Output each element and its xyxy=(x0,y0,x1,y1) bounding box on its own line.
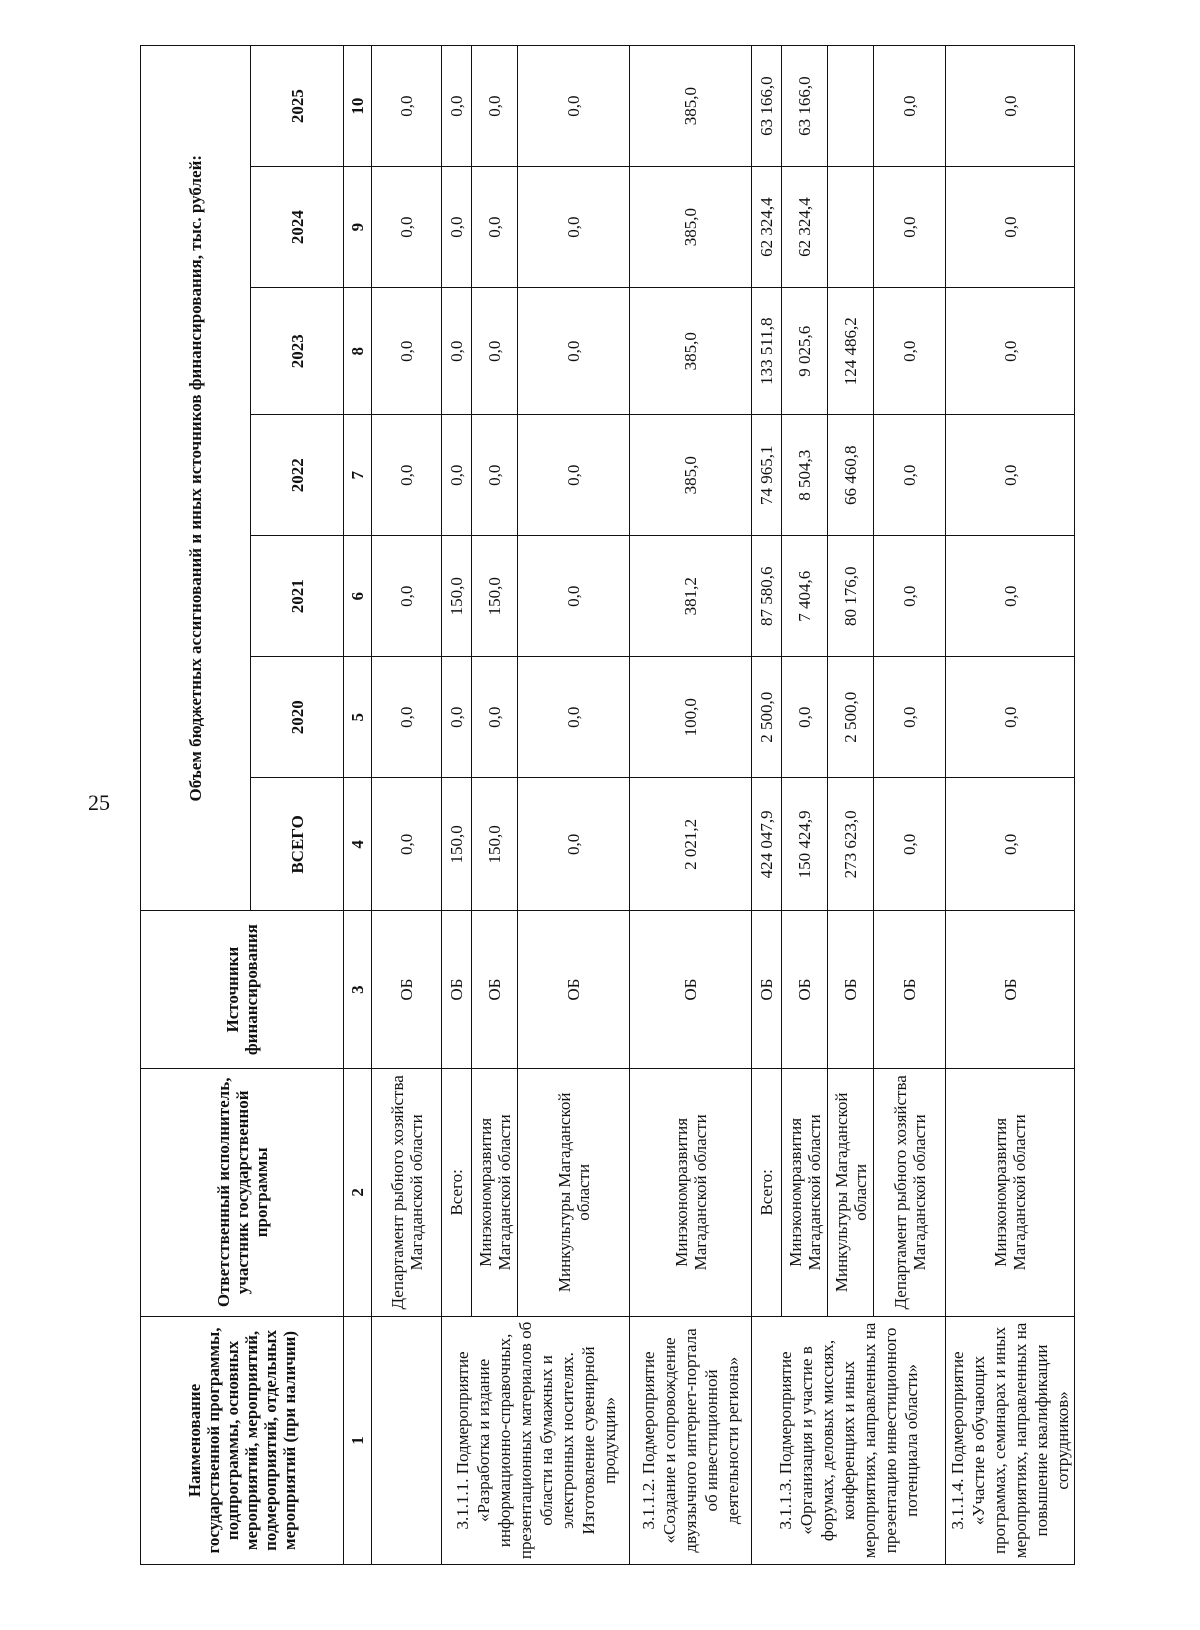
cell-2025: 63 166,0 xyxy=(782,46,828,167)
cell-2022: 0,0 xyxy=(372,415,442,536)
row-source: ОБ xyxy=(518,911,630,1068)
cell-2020: 0,0 xyxy=(946,657,1075,778)
cell-2021: 0,0 xyxy=(518,536,630,657)
row-executor: Департамент рыбного хозяйства Магаданской области xyxy=(874,1068,946,1316)
cell-2020: 0,0 xyxy=(372,657,442,778)
cell-2020: 100,0 xyxy=(630,657,752,778)
header-row-1 xyxy=(141,46,251,1565)
cell-2021: 80 176,0 xyxy=(828,536,874,657)
cell-total: 2 021,2 xyxy=(630,778,752,911)
row-source: ОБ xyxy=(782,911,828,1068)
rotated-table-wrapper xyxy=(140,45,1072,1565)
cell-2023: 0,0 xyxy=(372,288,442,415)
header-year: 2025 xyxy=(251,46,344,167)
cell-2024: 0,0 xyxy=(472,167,518,288)
row-source: ОБ xyxy=(874,911,946,1068)
cell-2024: 0,0 xyxy=(946,167,1075,288)
column-number: 8 xyxy=(344,288,372,415)
table-row xyxy=(630,46,752,1565)
cell-total: 0,0 xyxy=(874,778,946,911)
table-row xyxy=(442,46,472,1565)
cell-2023: 133 511,8 xyxy=(752,288,782,415)
cell-2021: 381,2 xyxy=(630,536,752,657)
cell-2022: 74 965,1 xyxy=(752,415,782,536)
cell-2020: 0,0 xyxy=(518,657,630,778)
cell-2021: 150,0 xyxy=(472,536,518,657)
row-executor: Минэкономразвития Магаданской области xyxy=(946,1068,1075,1316)
cell-2020: 0,0 xyxy=(874,657,946,778)
column-number: 6 xyxy=(344,536,372,657)
header-executor: Ответственный исполнитель, участник государственной программы xyxy=(141,1068,344,1316)
cell-2025: 385,0 xyxy=(630,46,752,167)
cell-2023: 0,0 xyxy=(946,288,1075,415)
cell-2023: 0,0 xyxy=(442,288,472,415)
column-number: 4 xyxy=(344,778,372,911)
cell-2023: 0,0 xyxy=(518,288,630,415)
header-year: 2022 xyxy=(251,415,344,536)
column-number: 3 xyxy=(344,911,372,1068)
table-row xyxy=(372,46,442,1565)
row-name: 3.1.1.2. Подмероприятие «Создание и сопровождение двуязычного интернет-портала об инвестиционной деятельности региона» xyxy=(630,1316,752,1564)
cell-2024: 0,0 xyxy=(874,167,946,288)
cell-total: 273 623,0 xyxy=(828,778,874,911)
cell-2022: 0,0 xyxy=(874,415,946,536)
cell-2024 xyxy=(828,167,874,288)
cell-2022: 385,0 xyxy=(630,415,752,536)
column-number: 2 xyxy=(344,1068,372,1316)
row-executor: Минэкономразвития Магаданской области xyxy=(630,1068,752,1316)
column-number: 10 xyxy=(344,46,372,167)
row-executor: Минкультуры Магаданской области xyxy=(518,1068,630,1316)
cell-2024: 62 324,4 xyxy=(752,167,782,288)
cell-2024: 0,0 xyxy=(518,167,630,288)
cell-total: 150 424,9 xyxy=(782,778,828,911)
financing-table xyxy=(140,45,1075,1565)
header-year: 2020 xyxy=(251,657,344,778)
cell-2025 xyxy=(828,46,874,167)
cell-2020: 0,0 xyxy=(472,657,518,778)
cell-2024: 0,0 xyxy=(442,167,472,288)
column-numbers-row xyxy=(344,46,372,1565)
cell-2025: 63 166,0 xyxy=(752,46,782,167)
cell-2020: 0,0 xyxy=(782,657,828,778)
cell-2021: 0,0 xyxy=(874,536,946,657)
cell-2025: 0,0 xyxy=(472,46,518,167)
column-number: 9 xyxy=(344,167,372,288)
cell-2023: 0,0 xyxy=(472,288,518,415)
cell-2023: 385,0 xyxy=(630,288,752,415)
row-name xyxy=(372,1316,442,1564)
row-executor: Всего: xyxy=(752,1068,782,1316)
row-executor: Всего: xyxy=(442,1068,472,1316)
cell-total: 150,0 xyxy=(472,778,518,911)
row-executor: Минэкономразвития Магаданской области xyxy=(472,1068,518,1316)
cell-total: 150,0 xyxy=(442,778,472,911)
page-number: 25 xyxy=(88,790,110,815)
cell-total: 0,0 xyxy=(372,778,442,911)
cell-2022: 0,0 xyxy=(442,415,472,536)
cell-2025: 0,0 xyxy=(372,46,442,167)
header-year: 2024 xyxy=(251,167,344,288)
cell-2021: 87 580,6 xyxy=(752,536,782,657)
row-name: 3.1.1.1. Подмероприятие «Разработка и издание информационно-справочных, презентационных материалов об области на бумажных и электронных носителях. Изготовление сувенирной продукции» xyxy=(442,1316,630,1564)
column-number: 7 xyxy=(344,415,372,536)
cell-2023: 124 486,2 xyxy=(828,288,874,415)
cell-2025: 0,0 xyxy=(518,46,630,167)
header-volume: Объем бюджетных ассигнований и иных источников финансирования, тыс. рублей: xyxy=(141,46,251,911)
row-source: ОБ xyxy=(752,911,782,1068)
header-year: 2021 xyxy=(251,536,344,657)
cell-2024: 0,0 xyxy=(372,167,442,288)
table-row xyxy=(946,46,1075,1565)
cell-2024: 385,0 xyxy=(630,167,752,288)
row-source: ОБ xyxy=(442,911,472,1068)
cell-2021: 0,0 xyxy=(372,536,442,657)
cell-total: 0,0 xyxy=(946,778,1075,911)
cell-total: 0,0 xyxy=(518,778,630,911)
cell-2020: 2 500,0 xyxy=(752,657,782,778)
cell-2023: 0,0 xyxy=(874,288,946,415)
row-name: 3.1.1.3. Подмероприятие «Организация и участие в форумах, деловых миссиях, конференциях и иных мероприятиях, направленных на презентацию инвестиционного потенциала области» xyxy=(752,1316,946,1564)
row-name: 3.1.1.4. Подмероприятие «Участие в обучающих программах, семинарах и иных мероприятиях, направленных на повышение квалификации сотрудников» xyxy=(946,1316,1075,1564)
column-number: 1 xyxy=(344,1316,372,1564)
header-total: ВСЕГО xyxy=(251,778,344,911)
column-number: 5 xyxy=(344,657,372,778)
row-source: ОБ xyxy=(472,911,518,1068)
cell-2022: 0,0 xyxy=(518,415,630,536)
row-executor: Департамент рыбного хозяйства Магаданской области xyxy=(372,1068,442,1316)
cell-2025: 0,0 xyxy=(874,46,946,167)
cell-2022: 0,0 xyxy=(946,415,1075,536)
header-name: Наименование государственной программы, подпрограммы, основных мероприятий, мероприятий, подмероприятий, отдельных мероприятий (при наличии) xyxy=(141,1316,344,1564)
row-source: ОБ xyxy=(372,911,442,1068)
row-executor: Минэкономразвития Магаданской области xyxy=(782,1068,828,1316)
row-source: ОБ xyxy=(828,911,874,1068)
table-row xyxy=(752,46,782,1565)
cell-2025: 0,0 xyxy=(442,46,472,167)
cell-2021: 7 404,6 xyxy=(782,536,828,657)
cell-2022: 0,0 xyxy=(472,415,518,536)
cell-2020: 0,0 xyxy=(442,657,472,778)
cell-2025: 0,0 xyxy=(946,46,1075,167)
cell-2020: 2 500,0 xyxy=(828,657,874,778)
cell-2022: 66 460,8 xyxy=(828,415,874,536)
row-source: ОБ xyxy=(630,911,752,1068)
header-year: 2023 xyxy=(251,288,344,415)
header-source: Источники финансирования xyxy=(141,911,344,1068)
cell-2023: 9 025,6 xyxy=(782,288,828,415)
cell-2022: 8 504,3 xyxy=(782,415,828,536)
cell-2021: 0,0 xyxy=(946,536,1075,657)
cell-2021: 150,0 xyxy=(442,536,472,657)
row-executor: Минкультуры Магаданской области xyxy=(828,1068,874,1316)
row-source: ОБ xyxy=(946,911,1075,1068)
cell-total: 424 047,9 xyxy=(752,778,782,911)
cell-2024: 62 324,4 xyxy=(782,167,828,288)
